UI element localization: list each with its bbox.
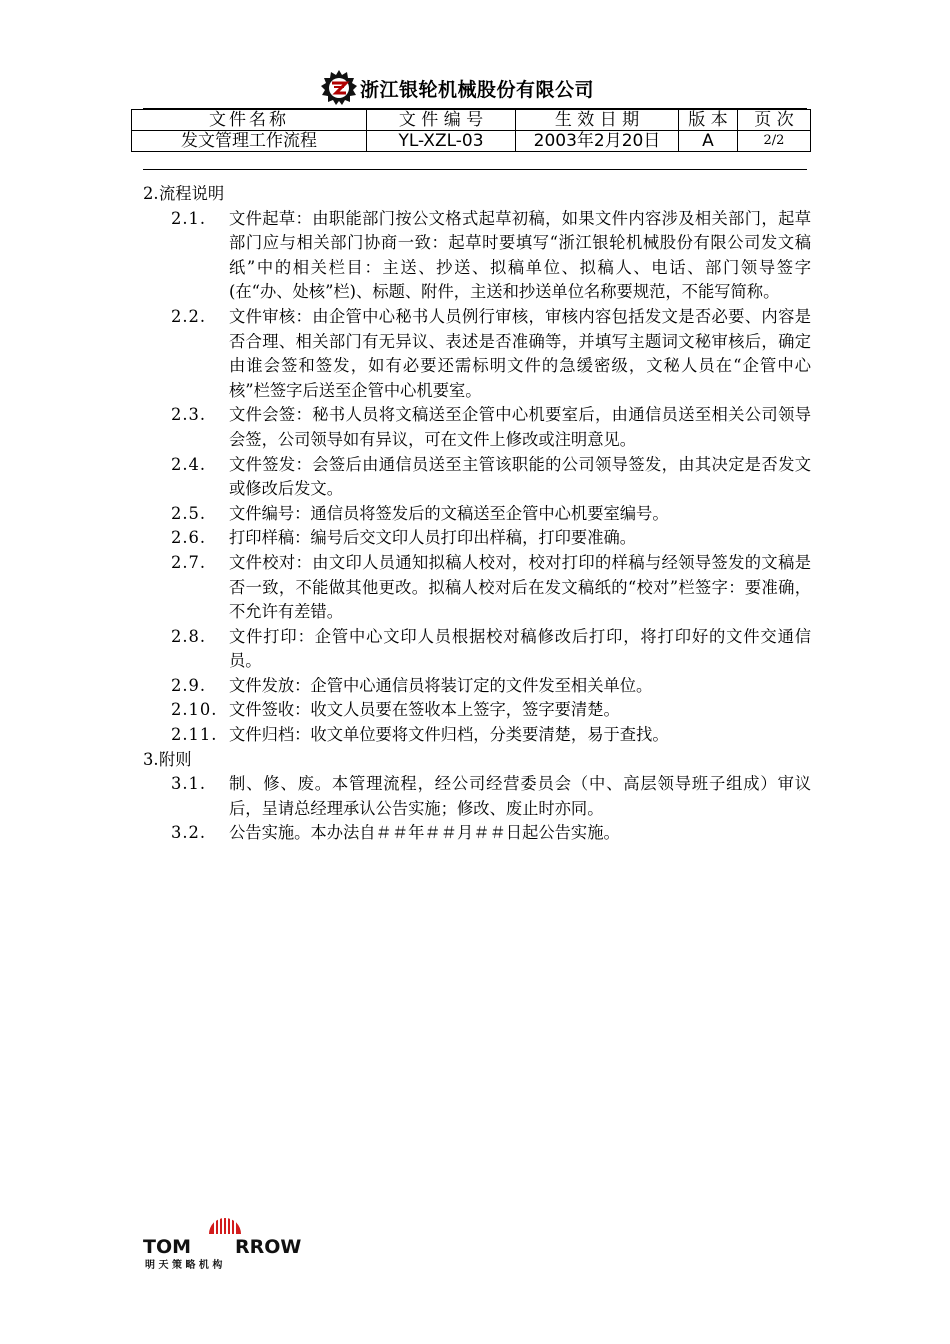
- list-item: [171, 772, 811, 821]
- section-heading: [143, 182, 811, 207]
- item-number: 2.6.: [171, 528, 207, 548]
- item-text: 文件打印：企管中心文印人员根据校对稿修改后打印，将打印好的文件交通信员。: [229, 626, 811, 671]
- company-header: [320, 68, 594, 108]
- section-heading: [143, 748, 811, 773]
- company-logo-icon: [320, 69, 358, 107]
- item-number: 2.4.: [171, 454, 207, 474]
- value-cell-name: 发文管理工作流程: [132, 131, 367, 152]
- list-item: [171, 305, 811, 403]
- item-number: 2.11.: [171, 725, 218, 745]
- value-cell-page: 2/2: [738, 131, 811, 152]
- item-number: 3.1.: [171, 774, 207, 794]
- section-title: 流程说明: [159, 184, 225, 203]
- list-item: [171, 625, 811, 674]
- list-item: [171, 698, 811, 723]
- item-text: 文件起草：由职能部门按公文格式起草初稿，如果文件内容涉及相关部门，起草部门应与相关部门协商一致：起草时要填写“浙江银轮机械股份有限公司发文稿纸”中的相关栏目：主送、抄送、拟稿单位、拟稿人、电话、部门领导签字(在“办、处核”栏)、标题、附件，主送和抄送单位名称要规范，不能写简称。: [229, 208, 811, 302]
- item-number: 2.2.: [171, 306, 207, 326]
- list-item: [171, 821, 811, 846]
- header-cell-version: 版 本: [679, 110, 738, 131]
- brand-chinese: 明 天 策 略 机 构: [145, 1260, 223, 1271]
- header-cell-code: 文 件 编 号: [367, 110, 516, 131]
- list-item: [171, 674, 811, 699]
- list-item: [171, 502, 811, 527]
- item-text: 文件签发：会签后由通信员送至主管该职能的公司领导签发，由其决定是否发文或修改后发文。: [229, 454, 811, 499]
- item-number: 2.5.: [171, 503, 207, 523]
- document-info-header-row: [132, 110, 811, 131]
- list-item: [171, 526, 811, 551]
- item-text: 文件会签：秘书人员将文稿送至企管中心机要室后，由通信员送至相关公司领导会签，公司领导如有异议，可在文件上修改或注明意见。: [229, 405, 811, 449]
- item-text: 文件签收：收文人员要在签收本上签字，签字要清楚。: [229, 700, 620, 720]
- brand-right: RROW: [235, 1236, 302, 1258]
- header-cell-page: 页 次: [738, 110, 811, 131]
- tomorrow-logo: [143, 1212, 303, 1272]
- header-cell-name: 文件名称: [132, 110, 367, 131]
- item-text: 文件发放：企管中心通信员将装订定的文件发至相关单位。: [229, 675, 653, 695]
- item-number: 2.7.: [171, 552, 207, 572]
- item-number: 2.8.: [171, 626, 207, 646]
- list-item: [171, 403, 811, 452]
- header-cell-date: 生 效 日 期: [516, 110, 679, 131]
- item-number: 3.2.: [171, 823, 207, 843]
- section-number: 2.: [143, 184, 159, 203]
- list-item: [171, 551, 811, 625]
- header-rule-bottom: [143, 169, 807, 170]
- company-name: 浙江银轮机械股份有限公司: [360, 78, 595, 101]
- item-text: 公告实施。本办法自＃＃年＃＃月＃＃日起公告实施。: [229, 823, 620, 843]
- item-text: 文件编号：通信员将签发后的文稿送至企管中心机要室编号。: [229, 503, 669, 523]
- list-item: [171, 723, 811, 748]
- value-cell-version: A: [679, 131, 738, 152]
- document-info-value-row: [132, 131, 811, 152]
- section-title: 附则: [159, 749, 192, 769]
- document-info-table: [131, 109, 811, 152]
- item-text: 文件校对：由文印人员通知拟稿人校对，校对打印的样稿与经领导签发的文稿是否一致，不能做其他更改。拟稿人校对后在发文稿纸的“校对”栏签字：要准确，不允许有差错。: [229, 552, 811, 622]
- item-number: 2.10.: [171, 700, 218, 720]
- item-number: 2.9.: [171, 675, 207, 695]
- section-number: 3.: [143, 749, 159, 769]
- document-body: [143, 182, 811, 846]
- item-number: 2.3.: [171, 405, 207, 425]
- item-text: 制、修、废。本管理流程，经公司经营委员会（中、高层领导班子组成）审议后，呈请总经理承认公告实施；修改、废止时亦同。: [229, 774, 811, 818]
- list-item: [171, 453, 811, 502]
- value-cell-code: YL-XZL-03: [367, 131, 516, 152]
- item-text: 打印样稿：编号后交文印人员打印出样稿，打印要准确。: [229, 528, 637, 548]
- value-cell-date: 2003年2月20日: [516, 131, 679, 152]
- item-text: 文件审核：由企管中心秘书人员例行审核，审核内容包括发文是否必要、内容是否合理、相关部门有无异议、表述是否准确等，并填写主题词文秘审核后，确定由谁会签和签发，如有必要还需标明文件的急缓密级，文秘人员在“企管中心核”栏签字后送至企管中心机要室。: [229, 306, 811, 400]
- list-item: [171, 207, 811, 305]
- item-number: 2.1.: [171, 208, 207, 228]
- brand-left: TOM: [143, 1236, 192, 1258]
- item-text: 文件归档：收文单位要将文件归档，分类要清楚，易于查找。: [229, 725, 669, 745]
